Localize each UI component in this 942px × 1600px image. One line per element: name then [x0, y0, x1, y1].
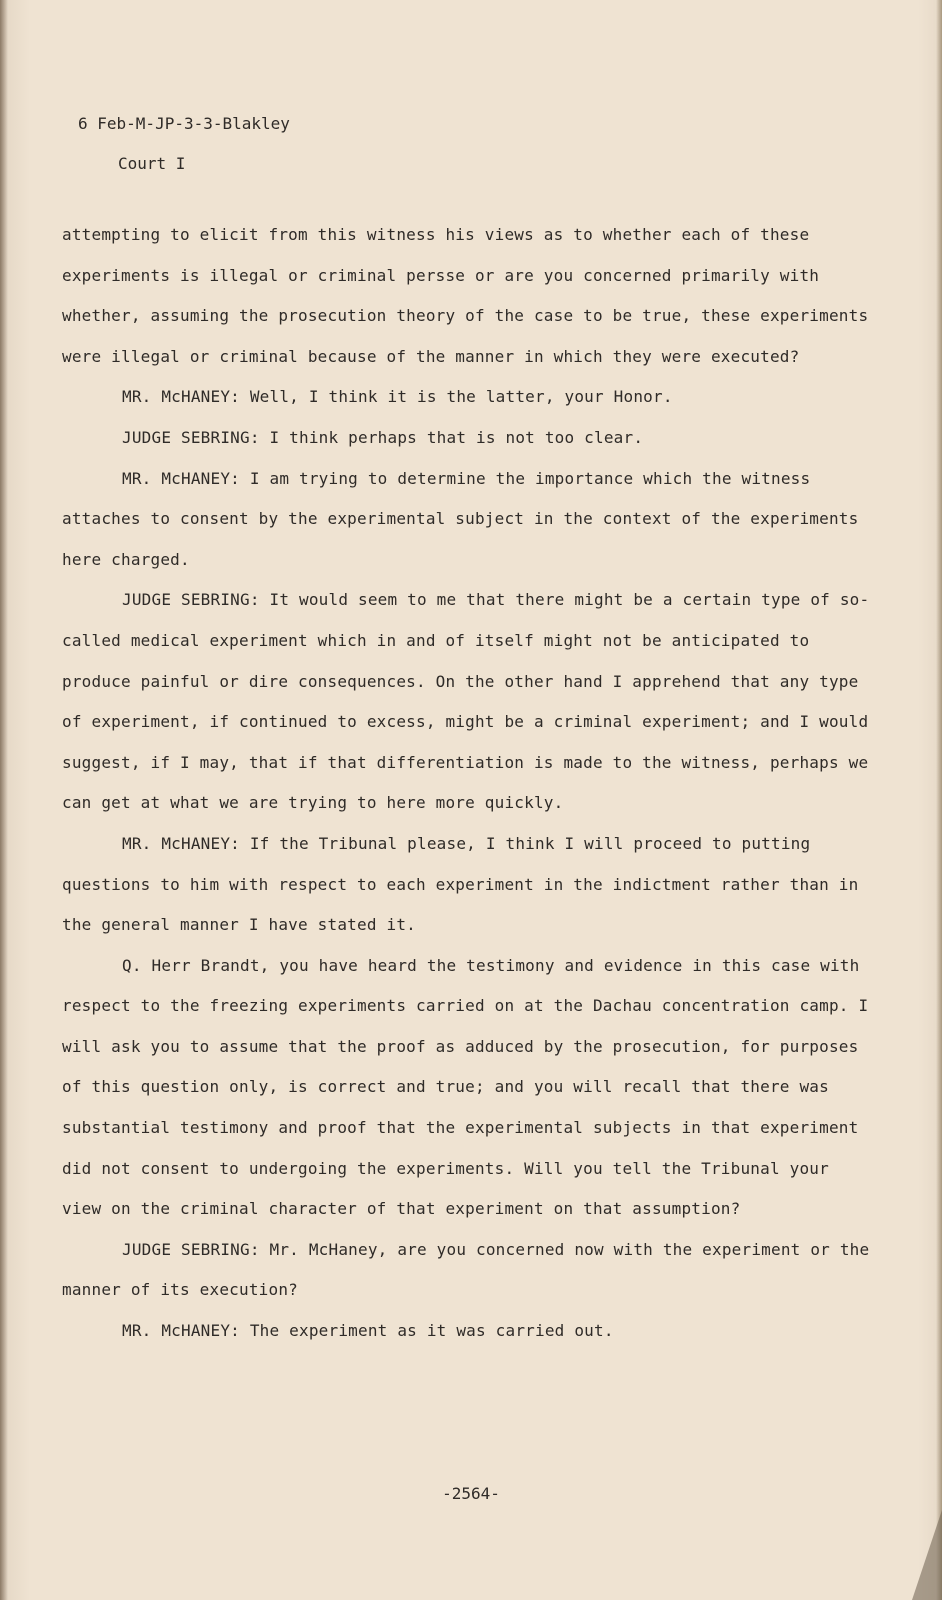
speaker-label: JUDGE SEBRING: [122, 590, 260, 610]
page-left-edge-shadow [0, 0, 8, 1600]
page-corner-fold [912, 1510, 942, 1600]
paragraph-text: Herr Brandt, you have heard the testimony and evidence in this case with respect to the freezing experiments carried on at the Dachau concentration camp. I will ask you to assume that the proof as adduced by the prosecution, for purposes of this question only, is correct and true; and you will recall that there was substantial testimony and proof that the experimental subjects in that experiment did not consent to undergoing the experiments. Will you tell the Tribunal your view on the criminal character of that experiment on that assumption? [62, 955, 869, 1219]
page-header [78, 112, 290, 192]
paragraph-9 [62, 1311, 872, 1352]
paragraph-text: If the Tribunal please, I think I will proceed to putting questions to him with respect to each experiment in the indictment rather than in the general manner I have stated it. [62, 833, 859, 935]
page-right-edge-shadow [936, 0, 942, 1600]
court-label: Court I [118, 154, 186, 173]
speaker-label: JUDGE SEBRING: [122, 427, 260, 447]
speaker-label: JUDGE SEBRING: [122, 1239, 260, 1259]
speaker-label: MR. McHANEY: [122, 468, 240, 488]
paragraph-text: Mr. McHaney, are you concerned now with the experiment or the manner of its execution? [62, 1239, 870, 1300]
paragraph-text: attempting to elicit from this witness his views as to whether each of these experiments is illegal or criminal persse or are you concerned primarily with whether, assuming the prosecution theory of the case to be true, these experiments were illegal or criminal because of the manner in which they were executed? [62, 225, 869, 366]
paragraph-8 [62, 1230, 872, 1311]
transcript-body [62, 215, 872, 1352]
transcript-reference: 6 Feb-M-JP-3-3-Blakley [78, 114, 290, 133]
question-label: Q. [122, 955, 142, 975]
page-number: -2564- [442, 1484, 500, 1503]
paragraph-3 [62, 418, 872, 459]
paragraph-text: I think perhaps that is not too clear. [269, 427, 644, 447]
paragraph-text: It would seem to me that there might be a certain type of so-called medical experiment which in and of itself might not be anticipated to produce painful or dire consequences. On the other hand I apprehend that any type of experiment, if continued to excess, might be a criminal experiment; and I would suggest, if I may, that if that differentiation is made to the witness, perhaps we can get at what we are trying to here more quickly. [62, 590, 870, 813]
paragraph-1 [62, 215, 872, 377]
paragraph-text: Well, I think it is the latter, your Honor. [249, 387, 673, 407]
paragraph-5 [62, 580, 872, 824]
paragraph-2 [62, 377, 872, 418]
paragraph-7 [62, 946, 872, 1230]
paragraph-6 [62, 824, 872, 946]
paragraph-4 [62, 459, 872, 581]
paragraph-text: The experiment as it was carried out. [249, 1321, 614, 1341]
speaker-label: MR. McHANEY: [122, 387, 240, 407]
speaker-label: MR. McHANEY: [122, 1321, 240, 1341]
paragraph-text: I am trying to determine the importance which the witness attaches to consent by the experimental subject in the context of the experiments here charged. [62, 468, 859, 569]
speaker-label: MR. McHANEY: [122, 833, 240, 853]
